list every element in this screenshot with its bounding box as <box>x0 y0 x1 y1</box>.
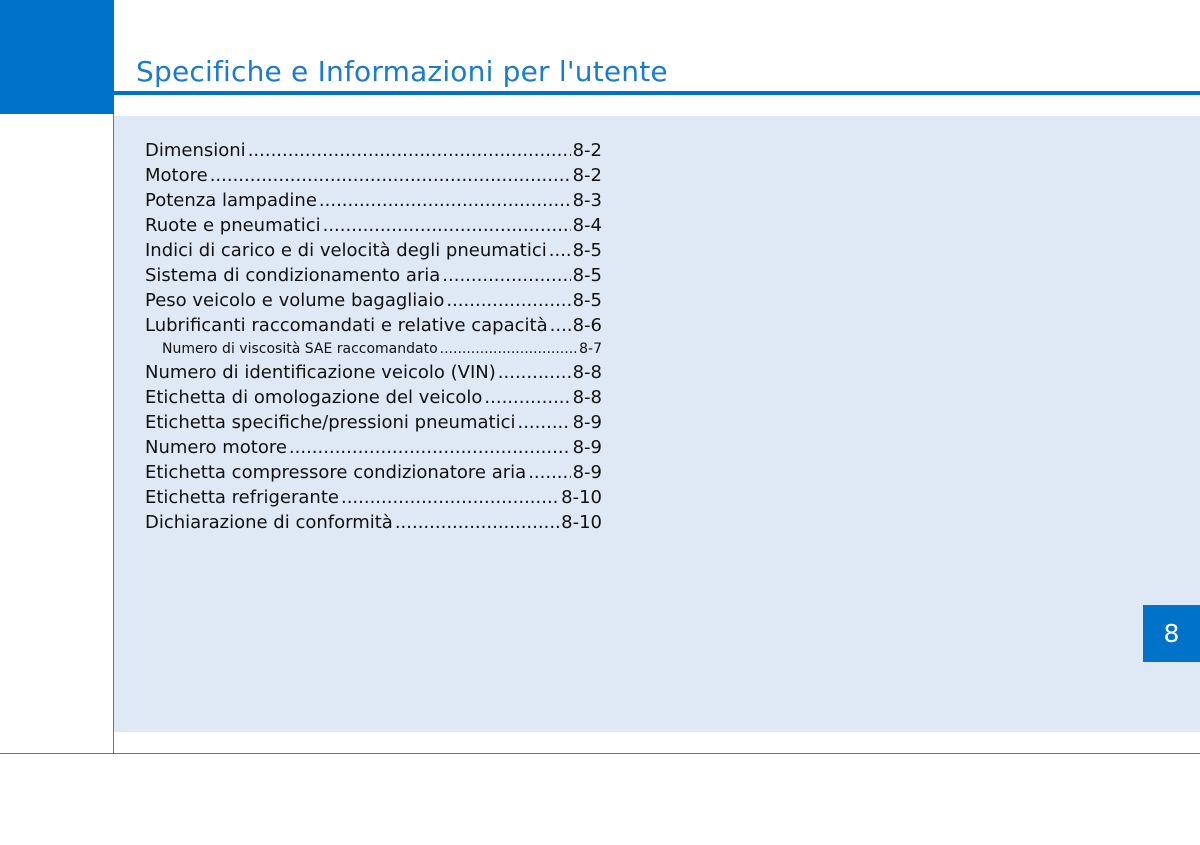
toc-entry-page: 8-10 <box>561 487 602 508</box>
toc-leader-dots <box>440 338 577 360</box>
toc-leader-dots <box>395 510 559 535</box>
toc-entry-page: 8-8 <box>572 387 602 408</box>
toc-entry-title: Indici di carico e di velocità degli pneumatici <box>145 240 547 261</box>
toc-leader-dots <box>446 288 570 313</box>
toc-entry[interactable] <box>145 138 602 163</box>
toc-entry-title: Numero motore <box>145 437 287 458</box>
chapter-number: 8 <box>1163 619 1180 648</box>
corner-color-block <box>0 0 114 114</box>
toc-entry[interactable] <box>145 263 602 288</box>
toc-entry-title: Motore <box>145 165 208 186</box>
toc-entry-page: 8-3 <box>572 190 602 211</box>
page-title: Specifiche e Informazioni per l'utente <box>136 55 668 88</box>
toc-entry-title: Peso veicolo e volume bagagliaio <box>145 290 445 311</box>
toc-entry[interactable] <box>145 435 602 460</box>
toc-entry-page: 8-9 <box>572 412 602 433</box>
toc-entry-title: Numero di identificazione veicolo (VIN) <box>145 362 496 383</box>
toc-entry-page: 8-5 <box>572 290 602 311</box>
toc-entry-page: 8-8 <box>572 362 602 383</box>
toc-leader-dots <box>484 385 570 410</box>
toc-entry-title: Numero di viscosità SAE raccomandato <box>162 341 438 357</box>
toc-leader-dots <box>498 360 571 385</box>
toc-leader-dots <box>442 263 570 288</box>
toc-leader-dots <box>210 163 571 188</box>
toc-leader-dots <box>289 435 571 460</box>
toc-entry-page: 8-5 <box>572 265 602 286</box>
toc-entry[interactable] <box>145 188 602 213</box>
toc-entry[interactable] <box>145 163 602 188</box>
toc-entry-title: Ruote e pneumatici <box>145 215 321 236</box>
toc-leader-dots <box>517 410 570 435</box>
toc-entry-title: Dichiarazione di conformità <box>145 512 393 533</box>
toc-entry-title: Etichetta refrigerante <box>145 487 339 508</box>
toc-leader-dots <box>549 238 571 263</box>
toc-entry[interactable] <box>145 313 602 338</box>
toc-subentry[interactable] <box>145 338 602 360</box>
toc-entry[interactable] <box>145 360 602 385</box>
toc-entry[interactable] <box>145 288 602 313</box>
toc-entry-title: Etichetta compressore condizionatore aria <box>145 462 527 483</box>
left-margin-rule <box>113 114 114 754</box>
toc-entry[interactable] <box>145 510 602 535</box>
title-underline <box>114 91 1200 95</box>
toc-entry-page: 8-7 <box>579 341 602 357</box>
toc-entry-page: 8-9 <box>572 462 602 483</box>
toc-entry-page: 8-4 <box>572 215 602 236</box>
toc-entry-title: Sistema di condizionamento aria <box>145 265 441 286</box>
toc-leader-dots <box>319 188 571 213</box>
toc-entry[interactable] <box>145 485 602 510</box>
toc-entry[interactable] <box>145 460 602 485</box>
toc-entry[interactable] <box>145 410 602 435</box>
toc-entry-page: 8-10 <box>561 512 602 533</box>
toc-leader-dots <box>248 138 571 163</box>
toc-entry[interactable] <box>145 213 602 238</box>
toc-entry-title: Etichetta specifiche/pressioni pneumatici <box>145 412 516 433</box>
toc-leader-dots <box>528 460 570 485</box>
toc-entry-title: Etichetta di omologazione del veicolo <box>145 387 483 408</box>
toc-entry-title: Lubrificanti raccomandati e relative capacità <box>145 315 548 336</box>
toc-leader-dots <box>341 485 559 510</box>
toc-entry-page: 8-9 <box>572 437 602 458</box>
bottom-rule <box>0 753 1200 754</box>
toc-entry-title: Dimensioni <box>145 140 246 161</box>
table-of-contents <box>145 138 602 535</box>
toc-leader-dots <box>550 313 571 338</box>
toc-entry-page: 8-6 <box>572 315 602 336</box>
toc-entry[interactable] <box>145 385 602 410</box>
toc-entry-page: 8-5 <box>572 240 602 261</box>
toc-entry-page: 8-2 <box>572 165 602 186</box>
toc-leader-dots <box>323 213 571 238</box>
chapter-tab[interactable] <box>1143 605 1200 662</box>
toc-entry-title: Potenza lampadine <box>145 190 317 211</box>
toc-entry[interactable] <box>145 238 602 263</box>
toc-entry-page: 8-2 <box>572 140 602 161</box>
